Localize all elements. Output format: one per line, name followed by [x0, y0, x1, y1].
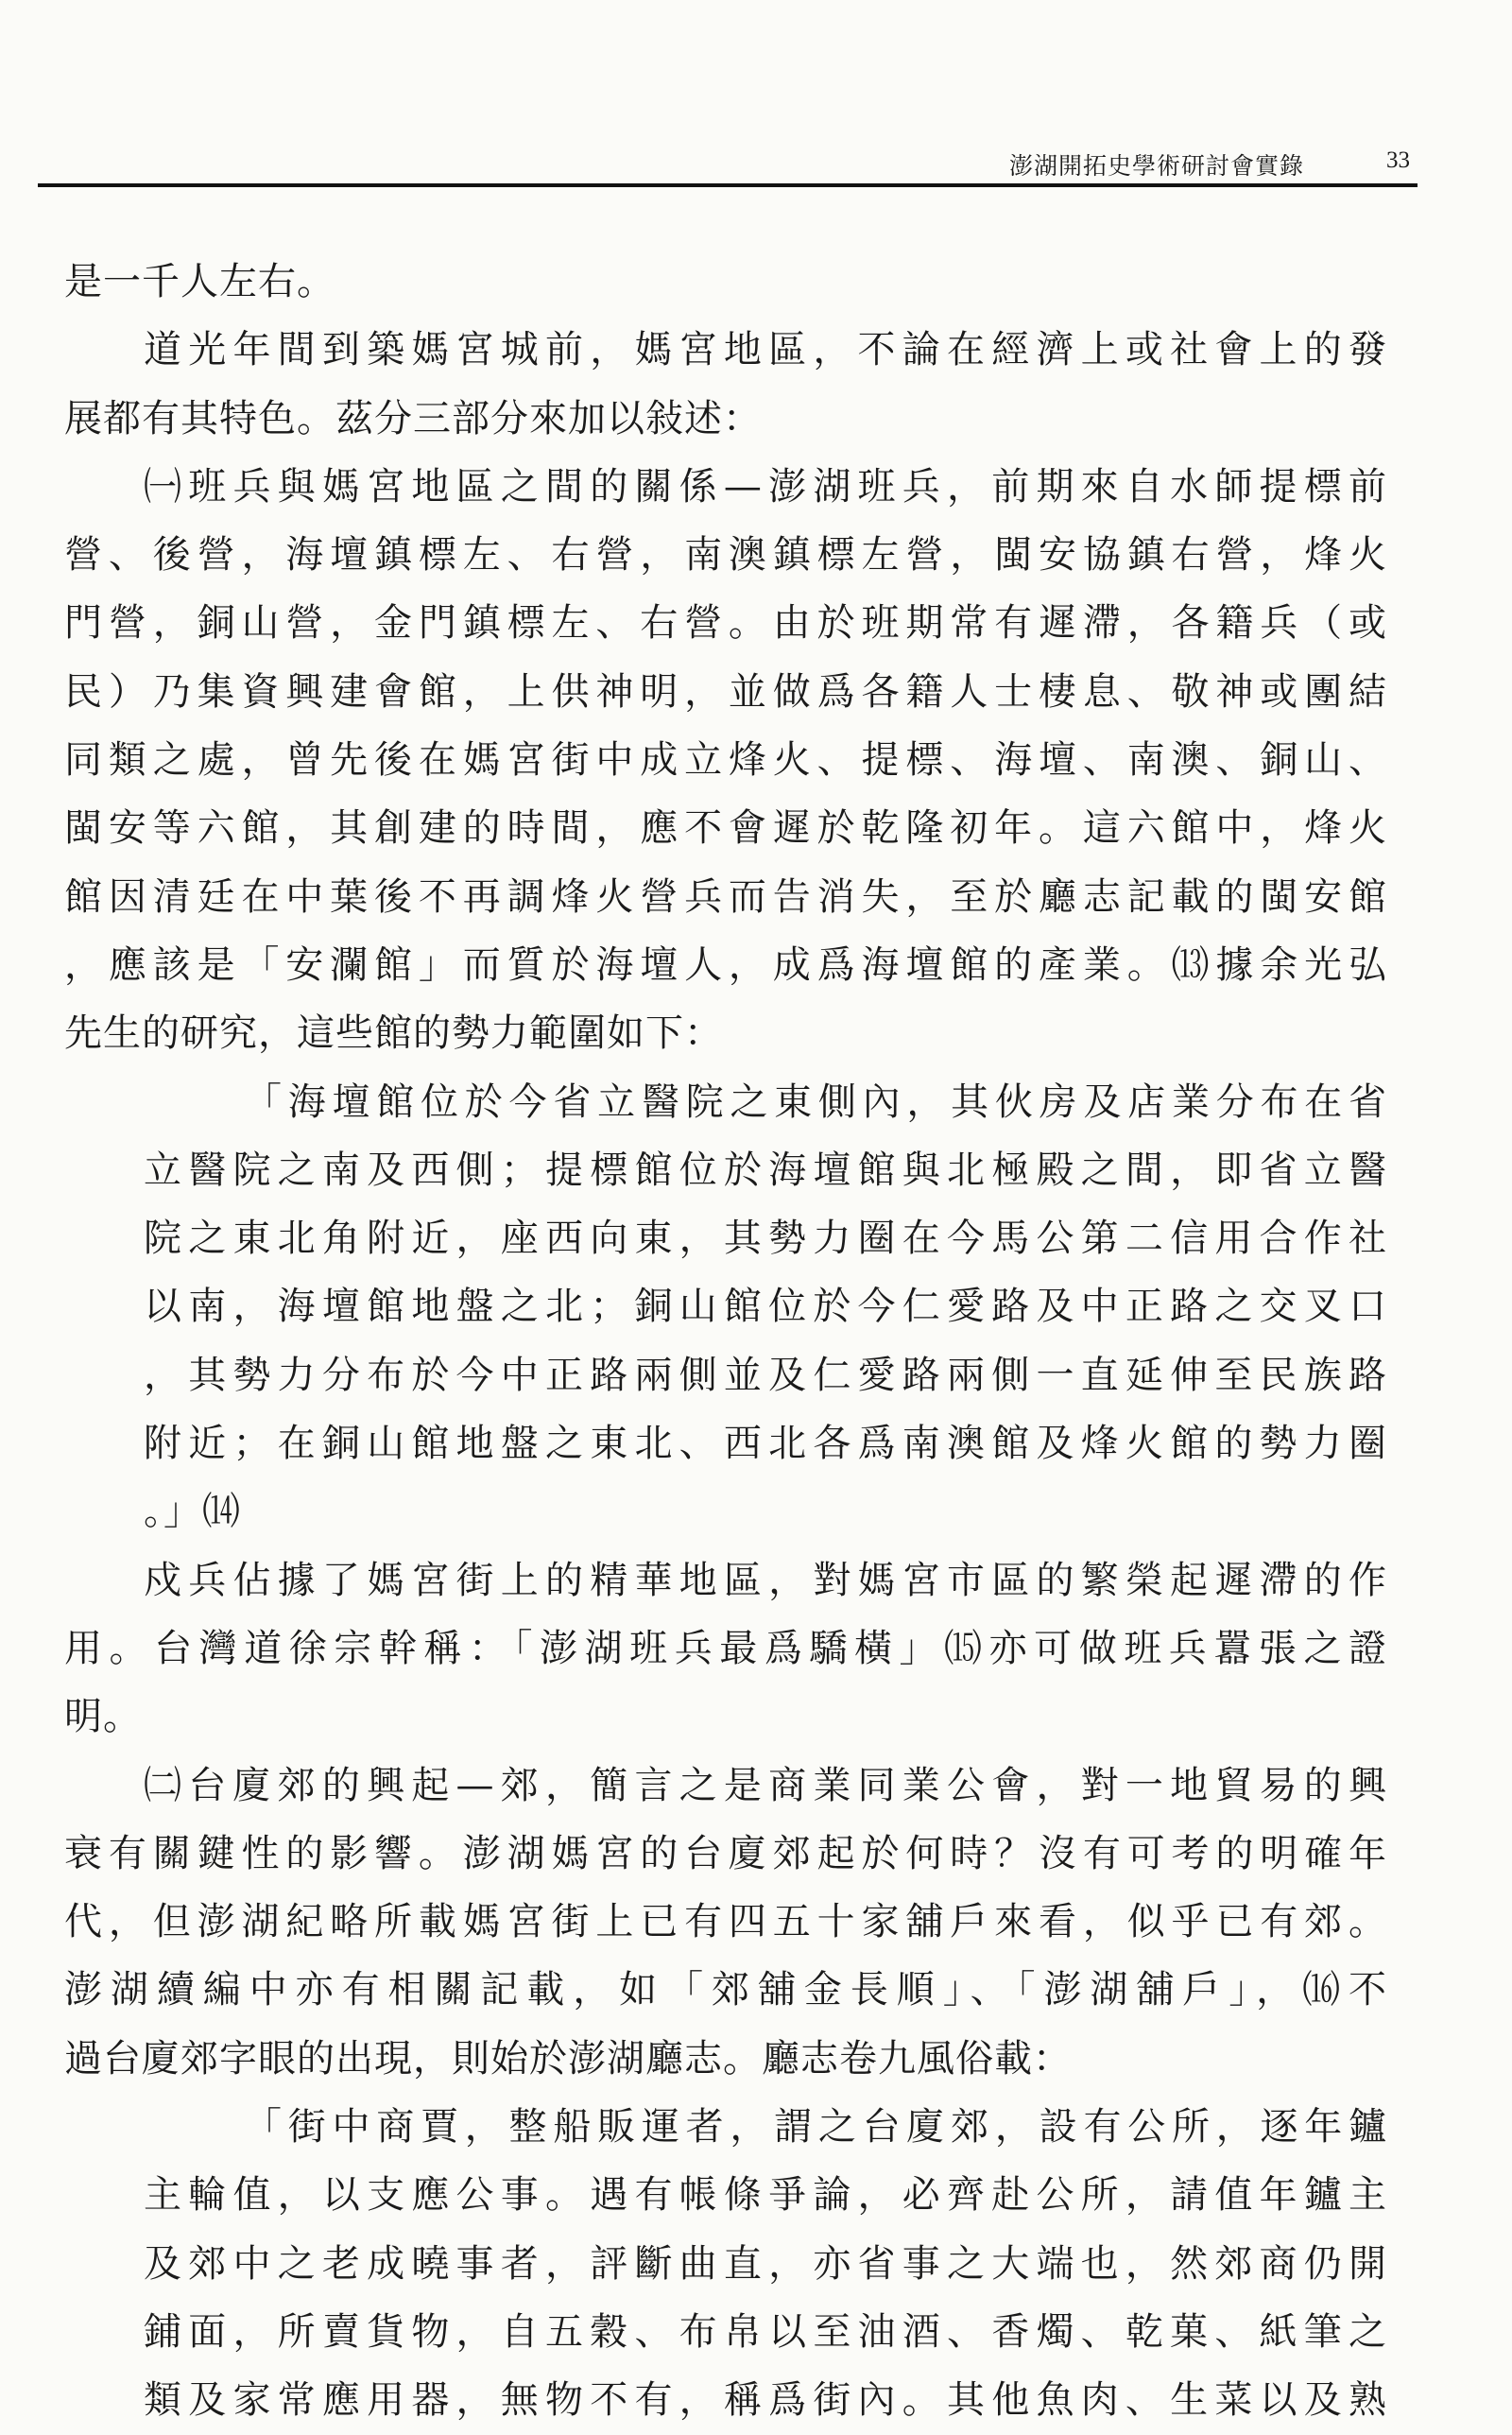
- text-line: 閩安等六館，其創建的時間，應不會遲於乾隆初年。這六館中，烽火: [64, 806, 1387, 851]
- paragraph-start: 道光年間到築媽宮城前，媽宮地區，不論在經濟上或社會上的發: [144, 328, 1387, 372]
- block-quote-line: 鋪面，所賣貨物，自五穀、布帛以至油酒、香燭、乾菓、紙筆之: [144, 2309, 1387, 2354]
- text-line: 先生的研究，這些館的勢力範圍如下：: [64, 1011, 723, 1056]
- block-quote-line: 類及家常應用器，無物不有，稱爲街內。其他魚肉、生菜以及熟: [144, 2378, 1387, 2423]
- paragraph-start: 戍兵佔據了媽宮街上的精華地區，對媽宮市區的繁榮起遲滯的作: [144, 1558, 1387, 1602]
- section-heading-1: ㈠班兵與媽宮地區之間的關係—澎湖班兵，前期來自水師提標前: [144, 464, 1387, 509]
- text-line: 民）乃集資興建會館，上供神明，並做爲各籍人士棲息、敬神或團結: [64, 669, 1387, 714]
- block-quote-line: 主輪值，以支應公事。遇有帳條爭論，必齊赴公所，請值年鑪主: [144, 2173, 1387, 2218]
- block-quote-line: 以南，海壇館地盤之北；銅山館位於今仁愛路及中正路之交叉口: [144, 1285, 1387, 1329]
- text-line: ，應該是「安瀾館」而質於海壇人，成爲海壇館的產業。⒀據余光弘: [64, 942, 1387, 987]
- page-number: 33: [1386, 147, 1410, 173]
- text-line: 明。: [64, 1695, 142, 1739]
- header-rule: [38, 183, 1418, 187]
- block-quote-end: 。」⒁: [144, 1490, 241, 1534]
- text-line: 是一千人左右。: [64, 260, 335, 303]
- block-quote-line: 立醫院之南及西側；提標館位於海壇館與北極殿之間，即省立醫: [144, 1148, 1387, 1192]
- text-line: 館因清廷在中葉後不再調烽火營兵而告消失，至於廳志記載的閩安館: [64, 874, 1387, 919]
- text-line: 營、後營，海壇鎮標左、右營，南澳鎮標左營，閩安協鎮右營，烽火: [64, 533, 1387, 578]
- running-title: 澎湖開拓史學術研討會實錄: [1008, 152, 1304, 180]
- block-quote-line: ，其勢力分布於今中正路兩側並及仁愛路兩側一直延伸至民族路: [144, 1353, 1387, 1397]
- block-quote-line: 院之東北角附近，座西向東，其勢力圈在今馬公第二信用合作社: [144, 1217, 1387, 1261]
- block-quote-start: 「海壇館位於今省立醫院之東側內，其伙房及店業分布在省: [244, 1079, 1387, 1124]
- text-line: 衰有關鍵性的影響。澎湖媽宮的台廈郊起於何時？沒有可考的明確年: [64, 1831, 1387, 1875]
- section-heading-2: ㈡台廈郊的興起—郊，簡言之是商業同業公會，對一地貿易的興: [144, 1763, 1387, 1807]
- text-line: 門營，銅山營，金門鎮標左、右營。由於班期常有遲滯，各籍兵（或: [64, 601, 1387, 646]
- body-text: [64, 248, 1387, 2435]
- block-quote-start: 「街中商賈，整船販運者，謂之台廈郊，設有公所，逐年鑪: [244, 2105, 1387, 2150]
- page-header: [38, 142, 1418, 187]
- text-line: 用。台灣道徐宗幹稱：「澎湖班兵最爲驕橫」⒂亦可做班兵囂張之證: [64, 1626, 1387, 1670]
- text-line: 代，但澎湖紀略所載媽宮街上已有四五十家舖戶來看，似乎已有郊。: [64, 1900, 1387, 1944]
- text-line: 同類之處，曾先後在媽宮街中成立烽火、提標、海壇、南澳、銅山、: [64, 738, 1387, 783]
- block-quote-line: 及郊中之老成曉事者，評斷曲直，亦省事之大端也，然郊商仍開: [144, 2241, 1387, 2286]
- text-line: 澎湖續編中亦有相關記載，如「郊舖金長順」、「澎湖舖戶」，⒃不: [64, 1968, 1387, 2012]
- text-line: 展都有其特色。茲分三部分來加以敍述：: [64, 396, 762, 440]
- text-line: 過台廈郊字眼的出現，則始於澎湖廳志。廳志卷九風俗載：: [64, 2036, 1072, 2081]
- block-quote-line: 附近；在銅山館地盤之東北、西北各爲南澳館及烽火館的勢力圈: [144, 1422, 1387, 1466]
